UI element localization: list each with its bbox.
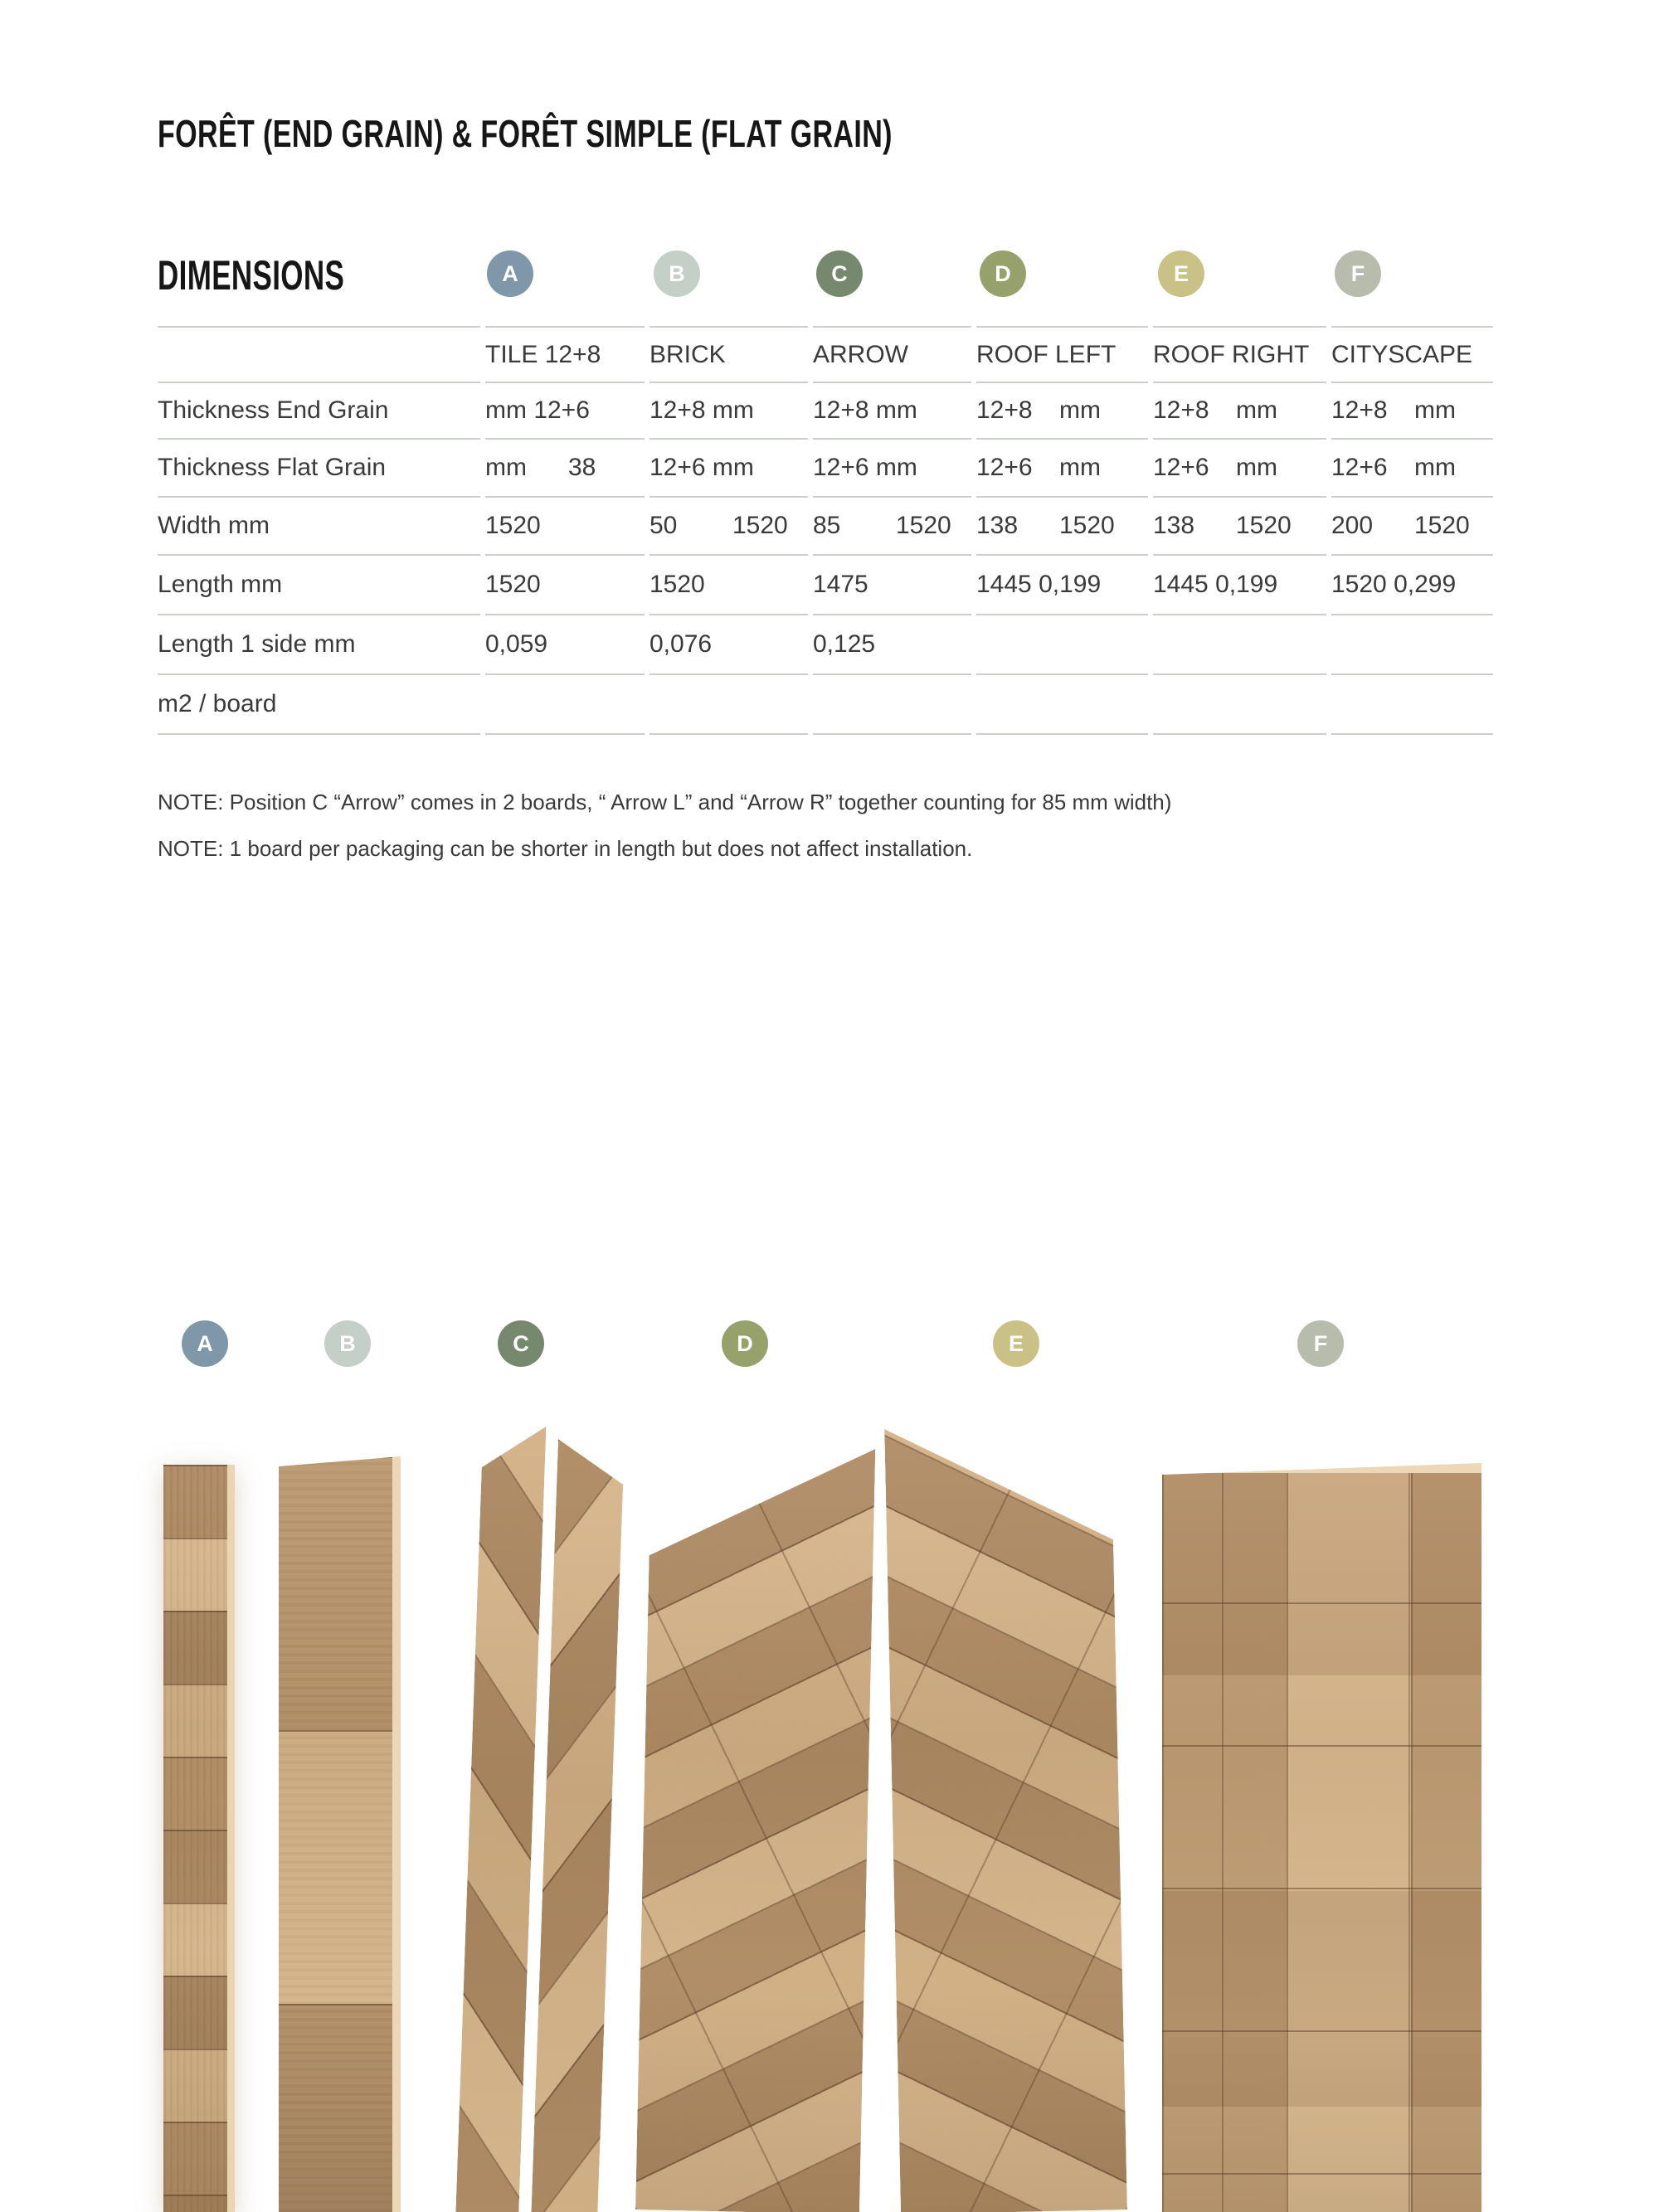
row-label: Thickness Flat Grain [158, 440, 480, 498]
cell-a: 0,059 [485, 615, 645, 675]
note-arrow-boards: NOTE: Position C “Arrow” comes in 2 boards, “ Arrow L” and “Arrow R” together counting for 85 mm width) [158, 790, 1172, 814]
cell-d: 12+8 mm [976, 383, 1148, 440]
cell-a: mm 12+6 [485, 383, 645, 440]
column-circle-c: C [816, 250, 863, 297]
cell-e: 1445 0,199 [1153, 556, 1326, 615]
note-packaging: NOTE: 1 board per packaging can be shorter in length but does not affect installation. [158, 836, 973, 861]
column-circle-d: D [980, 250, 1026, 297]
cell-a: 1520 [485, 498, 645, 556]
cell-e: 12+6 mm [1153, 440, 1326, 498]
row-label: Width mm [158, 498, 480, 556]
page-title: FORÊT (END GRAIN) & FORÊT SIMPLE (FLAT GRAIN) [158, 112, 893, 155]
cell-e: 138 1520 [1153, 498, 1326, 556]
cell-f: 12+8 mm [1331, 383, 1493, 440]
legend-circle-b: B [324, 1320, 371, 1367]
cell-d: 1445 0,199 [976, 556, 1148, 615]
cell-c: 12+8 mm [813, 383, 971, 440]
cell-f: 12+6 mm [1331, 440, 1493, 498]
cell-e: 12+8 mm [1153, 383, 1326, 440]
dimensions-heading: DIMENSIONS [158, 252, 345, 299]
cell-c: 0,125 [813, 615, 971, 675]
cell-a: 1520 [485, 556, 645, 615]
cell-a: mm 38 [485, 440, 645, 498]
legend-circle-d: D [722, 1320, 768, 1367]
cell-c: 85 1520 [813, 498, 971, 556]
board-brick-pattern [279, 1456, 401, 2212]
board-cityscape-pattern [1162, 1460, 1481, 2212]
cell-c: 12+6 mm [813, 440, 971, 498]
legend-circle-e: E [993, 1320, 1039, 1367]
row-label: m2 / board [158, 675, 480, 735]
column-circle-a: A [487, 250, 533, 297]
board-roof-left-pattern [635, 1444, 875, 2212]
cell-f: 200 1520 [1331, 498, 1493, 556]
legend-circle-c: C [498, 1320, 544, 1367]
legend-circle-f: F [1297, 1320, 1344, 1367]
column-circle-f: F [1335, 250, 1381, 297]
cell-f: 1520 0,299 [1331, 556, 1493, 615]
column-header-roof-left: ROOF LEFT [976, 326, 1148, 383]
column-header-arrow: ARROW [813, 326, 971, 383]
cell-d: 12+6 mm [976, 440, 1148, 498]
cell-b: 0,076 [649, 615, 808, 675]
column-header-cityscape: CITYSCAPE [1331, 326, 1493, 383]
cell-b: 12+8 mm [649, 383, 808, 440]
board-arrow-left-pattern [455, 1424, 546, 2212]
board-roof-right-pattern [884, 1424, 1127, 2212]
column-header-brick: BRICK [649, 326, 808, 383]
column-header-roof-right: ROOF RIGHT [1153, 326, 1326, 383]
board-tile-pattern [163, 1465, 235, 2212]
legend-circle-a: A [182, 1320, 228, 1367]
column-circle-e: E [1158, 250, 1204, 297]
row-label: Length mm [158, 556, 480, 615]
column-header-tile: TILE 12+8 [485, 326, 645, 383]
column-circle-b: B [654, 250, 700, 297]
cell-b: 1520 [649, 556, 808, 615]
cell-b: 50 1520 [649, 498, 808, 556]
row-label: Length 1 side mm [158, 615, 480, 675]
cell-d: 138 1520 [976, 498, 1148, 556]
row-label: Thickness End Grain [158, 383, 480, 440]
cell-c: 1475 [813, 556, 971, 615]
board-arrow-right-pattern [531, 1439, 625, 2212]
cell-b: 12+6 mm [649, 440, 808, 498]
